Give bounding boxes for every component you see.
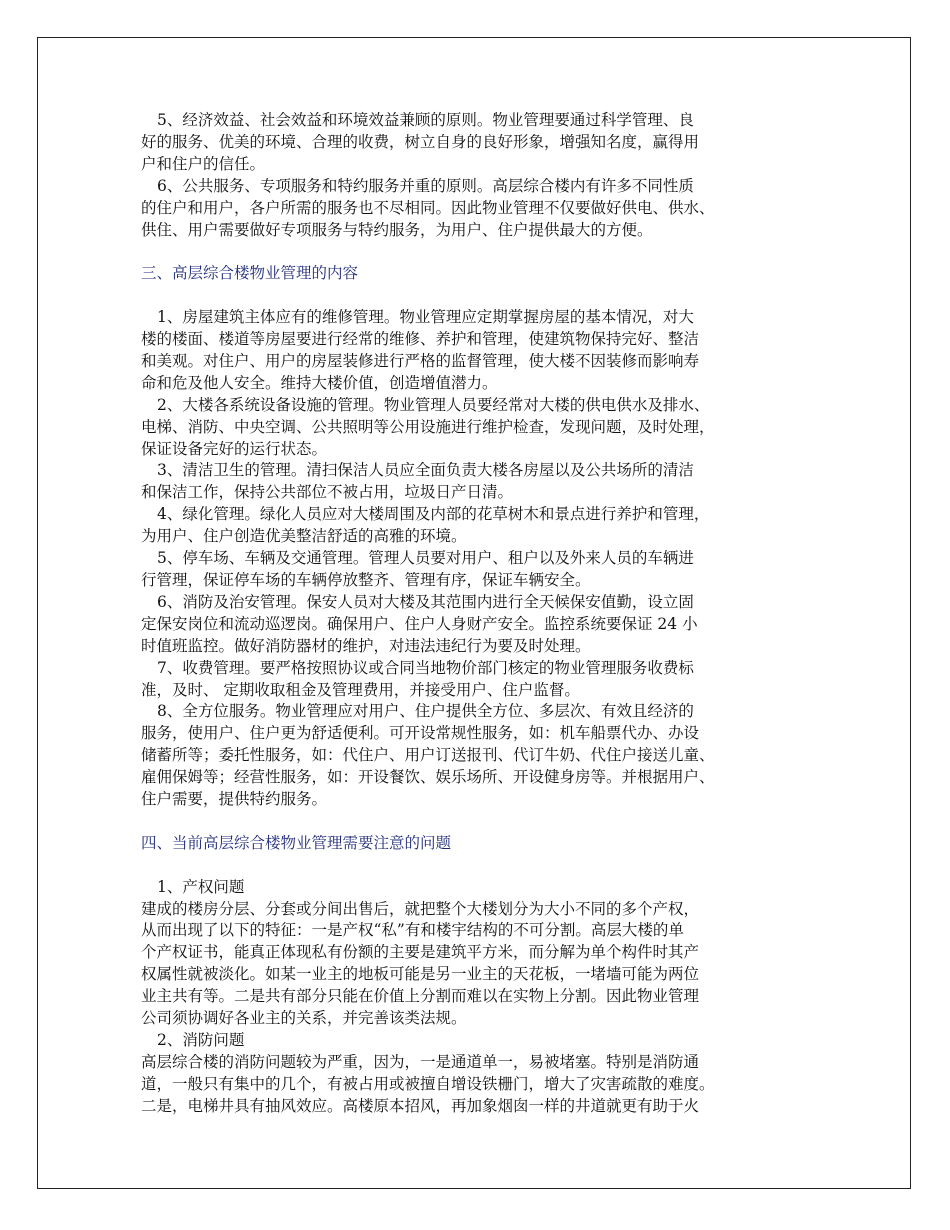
text-line: 的住户和用户，各户所需的服务也不尽相同。因此物业管理不仅要做好供电、供水、 <box>141 198 715 217</box>
text-line: 权属性就被淡化。如某一业主的地板可能是另一业主的天花板，一堵墙可能为两位 <box>141 965 700 984</box>
text-line: 2、大楼各系统设备设施的管理。物业管理人员要经常对大楼的供电供水及排水、 <box>157 395 710 414</box>
text-line: 二是，电梯井具有抽风效应。高楼原本招风，再加象烟囱一样的井道就更有助于火 <box>141 1096 700 1115</box>
text-line: 供住、用户需要做好专项服务与特约服务，为用户、住户提供最大的方便。 <box>141 220 653 239</box>
text-line: 道，一般只有集中的几个，有被占用或被擅自增设铁栅门，增大了灾害疏散的难度。 <box>141 1074 715 1093</box>
text-line: 雇佣保姆等；经营性服务，如：开设餐饮、娱乐场所、开设健身房等。并根据用户、 <box>141 768 715 787</box>
text-line: 3、清洁卫生的管理。清扫保洁人员应全面负责大楼各房屋以及公共场所的清洁 <box>157 461 694 480</box>
blank-line <box>141 285 827 307</box>
text-line: 储蓄所等；委托性服务，如：代住户、用户订送报刊、代订牛奶、代住户接送儿童、 <box>141 746 715 765</box>
text-line: 1、房屋建筑主体应有的维修管理。物业管理应定期掌握房屋的基本情况，对大 <box>157 308 694 327</box>
paragraph <box>141 176 827 242</box>
paragraph <box>141 877 827 899</box>
text-line: 住户需要，提供特约服务。 <box>141 790 328 809</box>
paragraph <box>141 658 827 702</box>
text-line: 电梯、消防、中央空调、公共照明等公用设施进行维护检查，发现问题，及时处理， <box>141 417 715 436</box>
text-line: 楼的楼面、楼道等房屋要进行经常的维修、养护和管理，使建筑物保持完好、整洁 <box>141 330 700 349</box>
text-line: 7、收费管理。要严格按照协议或合同当地物价部门核定的物业管理服务收费标 <box>157 658 694 677</box>
paragraph <box>141 504 827 548</box>
text-line: 保证设备完好的运行状态。 <box>141 439 328 458</box>
text-line: 为用户、住户创造优美整洁舒适的高雅的环境。 <box>141 527 467 546</box>
paragraph <box>141 395 827 461</box>
text-line: 从而出现了以下的特征：一是产权“私”有和楼宇结构的不可分割。高层大楼的单 <box>141 921 684 940</box>
paragraph <box>141 110 827 176</box>
paragraph <box>141 1052 827 1118</box>
text-line: 6、公共服务、专项服务和特约服务并重的原则。高层综合楼内有许多不同性质 <box>157 176 694 195</box>
text-line: 4、绿化管理。绿化人员应对大楼周围及内部的花草树木和景点进行养护和管理， <box>157 505 710 524</box>
text-line: 准，及时、 定期收取租金及管理费用，并接受用户、住户监督。 <box>141 680 580 699</box>
text-line: 个产权证书，能真正体现私有份额的主要是建筑平方米，而分解为单个构件时其产 <box>141 943 700 962</box>
blank-line <box>141 241 827 263</box>
text-line: 建成的楼房分层、分套或分间出售后，就把整个大楼划分为大小不同的多个产权， <box>141 899 700 918</box>
text-line: 和保洁工作，保持公共部位不被占用，垃圾日产日清。 <box>141 483 514 502</box>
text-line: 6、消防及治安管理。保安人员对大楼及其范围内进行全天候保安值勤，设立固 <box>157 592 694 611</box>
blank-line <box>141 855 827 877</box>
text-line: 2、消防问题 <box>157 1031 245 1049</box>
paragraph <box>141 307 827 395</box>
paragraph <box>141 460 827 504</box>
paragraph <box>141 592 827 658</box>
text-line: 5、停车场、车辆及交通管理。管理人员要对用户、租户以及外来人员的车辆进 <box>157 549 694 568</box>
section-heading: 三、高层综合楼物业管理的内容 <box>141 264 359 283</box>
text-line: 时值班监控。做好消防器材的维护，对违法违纪行为要及时处理。 <box>141 636 591 655</box>
paragraph <box>141 701 827 811</box>
text-line: 行管理，保证停车场的车辆停放整齐、管理有序，保证车辆安全。 <box>141 571 591 589</box>
paragraph <box>141 548 827 592</box>
section-heading: 四、当前高层综合楼物业管理需要注意的问题 <box>141 833 452 852</box>
text-line: 8、全方位服务。物业管理应对用户、住户提供全方位、多层次、有效且经济的 <box>157 702 694 721</box>
text-line: 高层综合楼的消防问题较为严重，因为，一是通道单一，易被堵塞。特别是消防通 <box>141 1052 700 1071</box>
paragraph <box>141 899 827 1030</box>
text-line: 5、经济效益、社会效益和环境效益兼顾的原则。物业管理要通过科学管理、良 <box>157 111 694 129</box>
text-line: 1、产权问题 <box>157 877 245 896</box>
text-line: 户和住户的信任。 <box>141 154 266 173</box>
text-line: 定保安岗位和流动巡逻岗。确保用户、住户人身财产安全。监控系统要保证 24 小 <box>141 614 698 633</box>
text-line: 和美观。对住户、用户的房屋装修进行严格的监督管理，使大楼不因装修而影响寿 <box>141 351 700 370</box>
document-body <box>141 110 827 1118</box>
paragraph <box>141 1030 827 1052</box>
text-line: 服务，使用户、住户更为舒适便利。可开设常规性服务，如：机车船票代办、办设 <box>141 724 700 743</box>
text-line: 好的服务、优美的环境、合理的收费，树立自身的良好形象，增强知名度，赢得用 <box>141 132 700 151</box>
text-line: 命和危及他人安全。维持大楼价值，创造增值潜力。 <box>141 373 498 392</box>
text-line: 公司须协调好各业主的关系，并完善该类法规。 <box>141 1009 467 1028</box>
text-line: 业主共有等。二是共有部分只能在价值上分割而难以在实物上分割。因此物业管理 <box>141 987 700 1006</box>
blank-line <box>141 811 827 833</box>
